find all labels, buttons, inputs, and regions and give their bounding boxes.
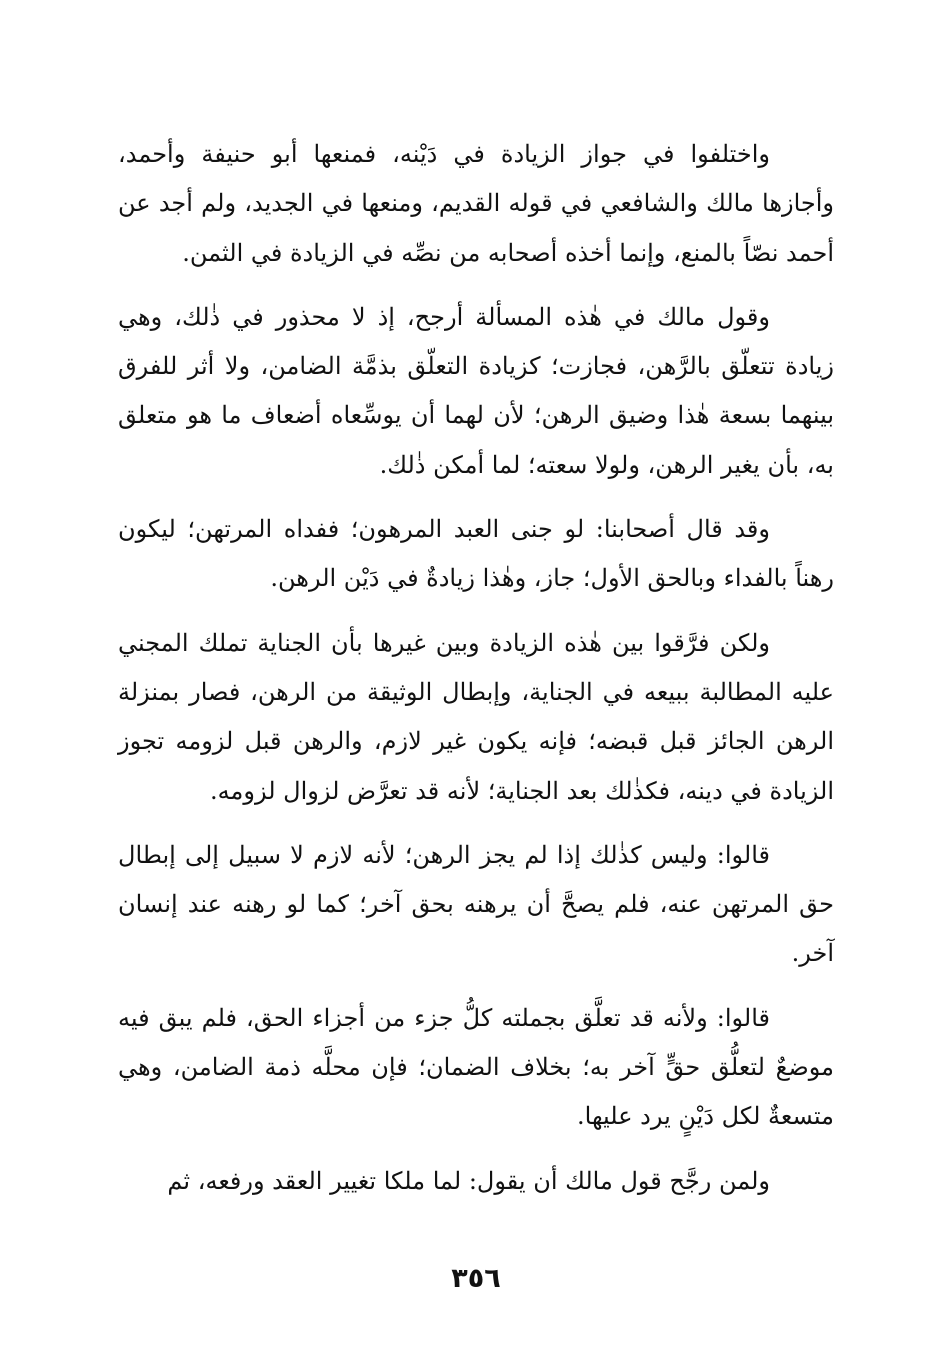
- page-number: ٣٥٦: [451, 1263, 501, 1294]
- paragraph-1: واختلفوا في جواز الزيادة في دَيْنه، فمنعها أبو حنيفة وأحمد، وأجازها مالك والشافعي في قوله القديم، ومنعها في الجديد، ولم أجد عن أحمد نصّاً بالمنع، وإنما أخذه أصحابه من نصِّه في الزيادة في الثمن.: [118, 140, 835, 267]
- paragraph-7: ولمن رجَّح قول مالك أن يقول: لما ملكا تغيير العقد ورفعه، ثم: [167, 1166, 770, 1195]
- body-text: [118, 130, 834, 1221]
- paragraph-4: ولكن فرَّقوا بين هٰذه الزيادة وبين غيرها بأن الجناية تملك المجني عليه المطالبة ببيعه في الجناية، وإبطال الوثيقة من الرهن، فصار بمنزلة الرهن الجائز قبل قبضه؛ فإنه يكون غير لازم، والرهن قبل لزومه تجوز الزيادة في دينه، فكذٰلك بعد الجناية؛ لأنه قد تعرَّض لزوال لزومه.: [118, 628, 834, 805]
- paragraph-3: وقد قال أصحابنا: لو جنى العبد المرهون؛ ففداه المرتهن؛ ليكون رهناً بالفداء وبالحق الأول؛ جاز، وهٰذا زيادةٌ في دَيْن الرهن.: [118, 515, 834, 593]
- paragraph-2: وقول مالك في هٰذه المسألة أرجح، إذ لا محذور في ذٰلك، وهي زيادة تتعلّق بالرَّهن، فجازت؛ كزيادة التعلّق بذمَّة الضامن، ولا أثر للفرق بينهما بسعة هٰذا وضيق الرهن؛ لأن لهما أن يوسِّعاه أضعاف ما هو متعلق به، بأن يغير الرهن، ولولا سعته؛ لما أمكن ذٰلك.: [118, 302, 834, 479]
- paragraph-5: قالوا: وليس كذٰلك إذا لم يجز الرهن؛ لأنه لازم لا سبيل إلى إبطال حق المرتهن عنه، فلم يصحَّ أن يرهنه بحق آخر؛ كما لو رهنه عند إنسان آخر.: [118, 840, 834, 968]
- paragraph-6: قالوا: ولأنه قد تعلَّق بجملته كلُّ جزء من أجزاء الحق، فلم يبق فيه موضعٌ لتعلُّق حقٍّ آخر به؛ بخلاف الضمان؛ فإن محلَّه ذمة الضامن، وهي متسعةٌ لكل دَيْنٍ يرد عليها.: [118, 1003, 834, 1131]
